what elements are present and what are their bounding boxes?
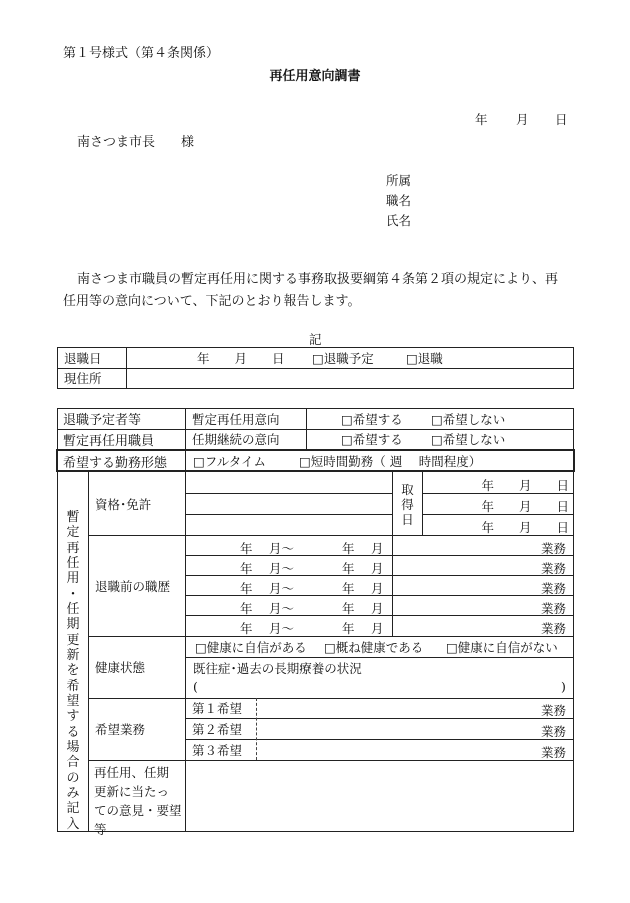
acquired-date: 年 月 日 (481, 499, 569, 514)
name-label: 氏名 (386, 213, 412, 228)
retire-date-label: 退職日 (64, 350, 102, 366)
shorttime-checkbox[interactable]: □短時間勤務（ 週 時間程度） (299, 454, 482, 469)
career-from: 年 月～ (240, 561, 294, 576)
position-label: 職名 (386, 193, 412, 208)
acquired-label-char: 得 (401, 497, 414, 512)
side-label-char: 用 (66, 571, 80, 587)
side-label-char: の (66, 770, 80, 786)
career-duty: 業務 (540, 581, 566, 596)
side-label-char: を (66, 663, 80, 679)
qualification-label: 資格･免許 (95, 496, 152, 512)
date-day: 日 (555, 112, 568, 127)
wish-3-label: 第３希望 (192, 742, 243, 758)
date-month: 月 (516, 112, 529, 127)
opinion-field[interactable] (187, 762, 572, 830)
career-to: 年 月 (342, 561, 384, 576)
career-duty: 業務 (540, 601, 566, 616)
health-history-label: 既往症･過去の長期療養の状況 (193, 661, 362, 676)
opinion-label (94, 763, 182, 839)
side-label-char: 望 (66, 693, 80, 709)
row1-item: 暫定再任用意向 (192, 411, 280, 427)
acquired-date-label (393, 482, 422, 527)
side-label-char: 更 (66, 632, 80, 648)
row2-no-checkbox[interactable]: □希望しない (431, 432, 506, 447)
side-label-char: 新 (66, 647, 80, 663)
side-vertical-label (59, 510, 87, 832)
side-label-char: 再 (66, 540, 80, 556)
wish-2-label: 第２希望 (192, 721, 243, 737)
side-label-char: 任 (66, 601, 80, 617)
row1-no-checkbox[interactable]: □希望しない (431, 411, 506, 427)
acquired-date: 年 月 日 (481, 520, 569, 535)
addressee: 南さつま市長 様 (77, 135, 195, 150)
career-duty: 業務 (540, 621, 566, 636)
side-label-char: 暫 (66, 510, 80, 525)
retired-checkbox[interactable]: □退職 (406, 350, 443, 366)
health-option-3-checkbox[interactable]: □健康に自信がない (446, 639, 558, 655)
opinion-label-line: ての意見・要望 (94, 803, 182, 818)
opinion-label-line: 等 (94, 822, 107, 837)
paragraph-line-1: 南さつま市職員の暫定再任用に関する事務取扱要綱第４条第２項の規定により、再 (77, 272, 559, 287)
address-label: 現住所 (64, 371, 102, 386)
career-duty: 業務 (540, 561, 566, 576)
career-to: 年 月 (342, 601, 384, 616)
qualification-field[interactable] (187, 515, 391, 535)
career-duty: 業務 (540, 541, 566, 556)
form-number: 第１号様式（第４条関係） (63, 46, 220, 61)
side-label-char: 任 (66, 555, 80, 571)
health-label: 健康状態 (95, 660, 146, 675)
wish-2-duty: 業務 (540, 724, 566, 739)
side-label-char: る (66, 724, 80, 740)
qualification-field[interactable] (187, 494, 391, 514)
address-field[interactable] (128, 369, 572, 388)
document-title: 再任用意向調書 (269, 69, 361, 84)
affiliation-label: 所属 (386, 173, 412, 188)
career-to: 年 月 (342, 621, 384, 636)
career-from: 年 月～ (240, 541, 294, 556)
acquired-label-char: 日 (401, 512, 414, 527)
paragraph-line-2: 任用等の意向について、下記のとおり報告します。 (63, 294, 361, 309)
health-option-2-checkbox[interactable]: □概ね健康である (324, 639, 424, 655)
row3-label: 希望する勤務形態 (63, 455, 168, 471)
career-from: 年 月～ (240, 581, 294, 596)
side-label-char: 場 (66, 739, 80, 755)
side-label-char: 定 (66, 525, 80, 541)
paren-open: ( (193, 679, 198, 694)
row2-item: 任期継続の意向 (192, 432, 280, 447)
side-label-char: す (66, 709, 80, 725)
career-from: 年 月～ (240, 621, 294, 636)
ki-label: 記 (309, 332, 322, 347)
opinion-label-line: 再任用、任期 (94, 765, 170, 780)
row1-yes-checkbox[interactable]: □希望する (341, 411, 403, 427)
date-year: 年 (475, 112, 488, 127)
acquired-date: 年 月 日 (481, 478, 569, 493)
opinion-label-line: 更新に当たっ (94, 784, 170, 799)
retire-date-value: 年 月 日 (197, 350, 285, 366)
wish-label: 希望業務 (95, 722, 146, 737)
side-label-char: 希 (66, 678, 80, 694)
side-label-char: 合 (66, 755, 80, 771)
side-label-char: ・ (66, 586, 80, 602)
career-to: 年 月 (342, 541, 384, 556)
qualification-field[interactable] (187, 473, 391, 493)
wish-1-label: 第１希望 (192, 701, 243, 716)
paren-close: ) (561, 679, 566, 694)
side-label-char: 期 (66, 617, 80, 633)
side-label-char: 入 (66, 816, 80, 832)
scheduled-retire-checkbox[interactable]: □退職予定 (312, 350, 374, 366)
health-option-1-checkbox[interactable]: □健康に自信がある (195, 639, 307, 655)
row2-yes-checkbox[interactable]: □希望する (341, 432, 403, 447)
wish-3-duty: 業務 (540, 745, 566, 760)
career-from: 年 月～ (240, 601, 294, 616)
side-label-char: み (66, 785, 80, 801)
acquired-label-char: 取 (401, 482, 414, 497)
row2-label: 暫定再任用職員 (63, 433, 155, 449)
side-label-char: 記 (66, 801, 80, 817)
row1-label: 退職予定者等 (63, 413, 142, 428)
career-to: 年 月 (342, 581, 384, 596)
wish-1-duty: 業務 (540, 703, 566, 718)
career-label: 退職前の職歴 (95, 578, 171, 594)
fulltime-checkbox[interactable]: □フルタイム (193, 454, 267, 469)
